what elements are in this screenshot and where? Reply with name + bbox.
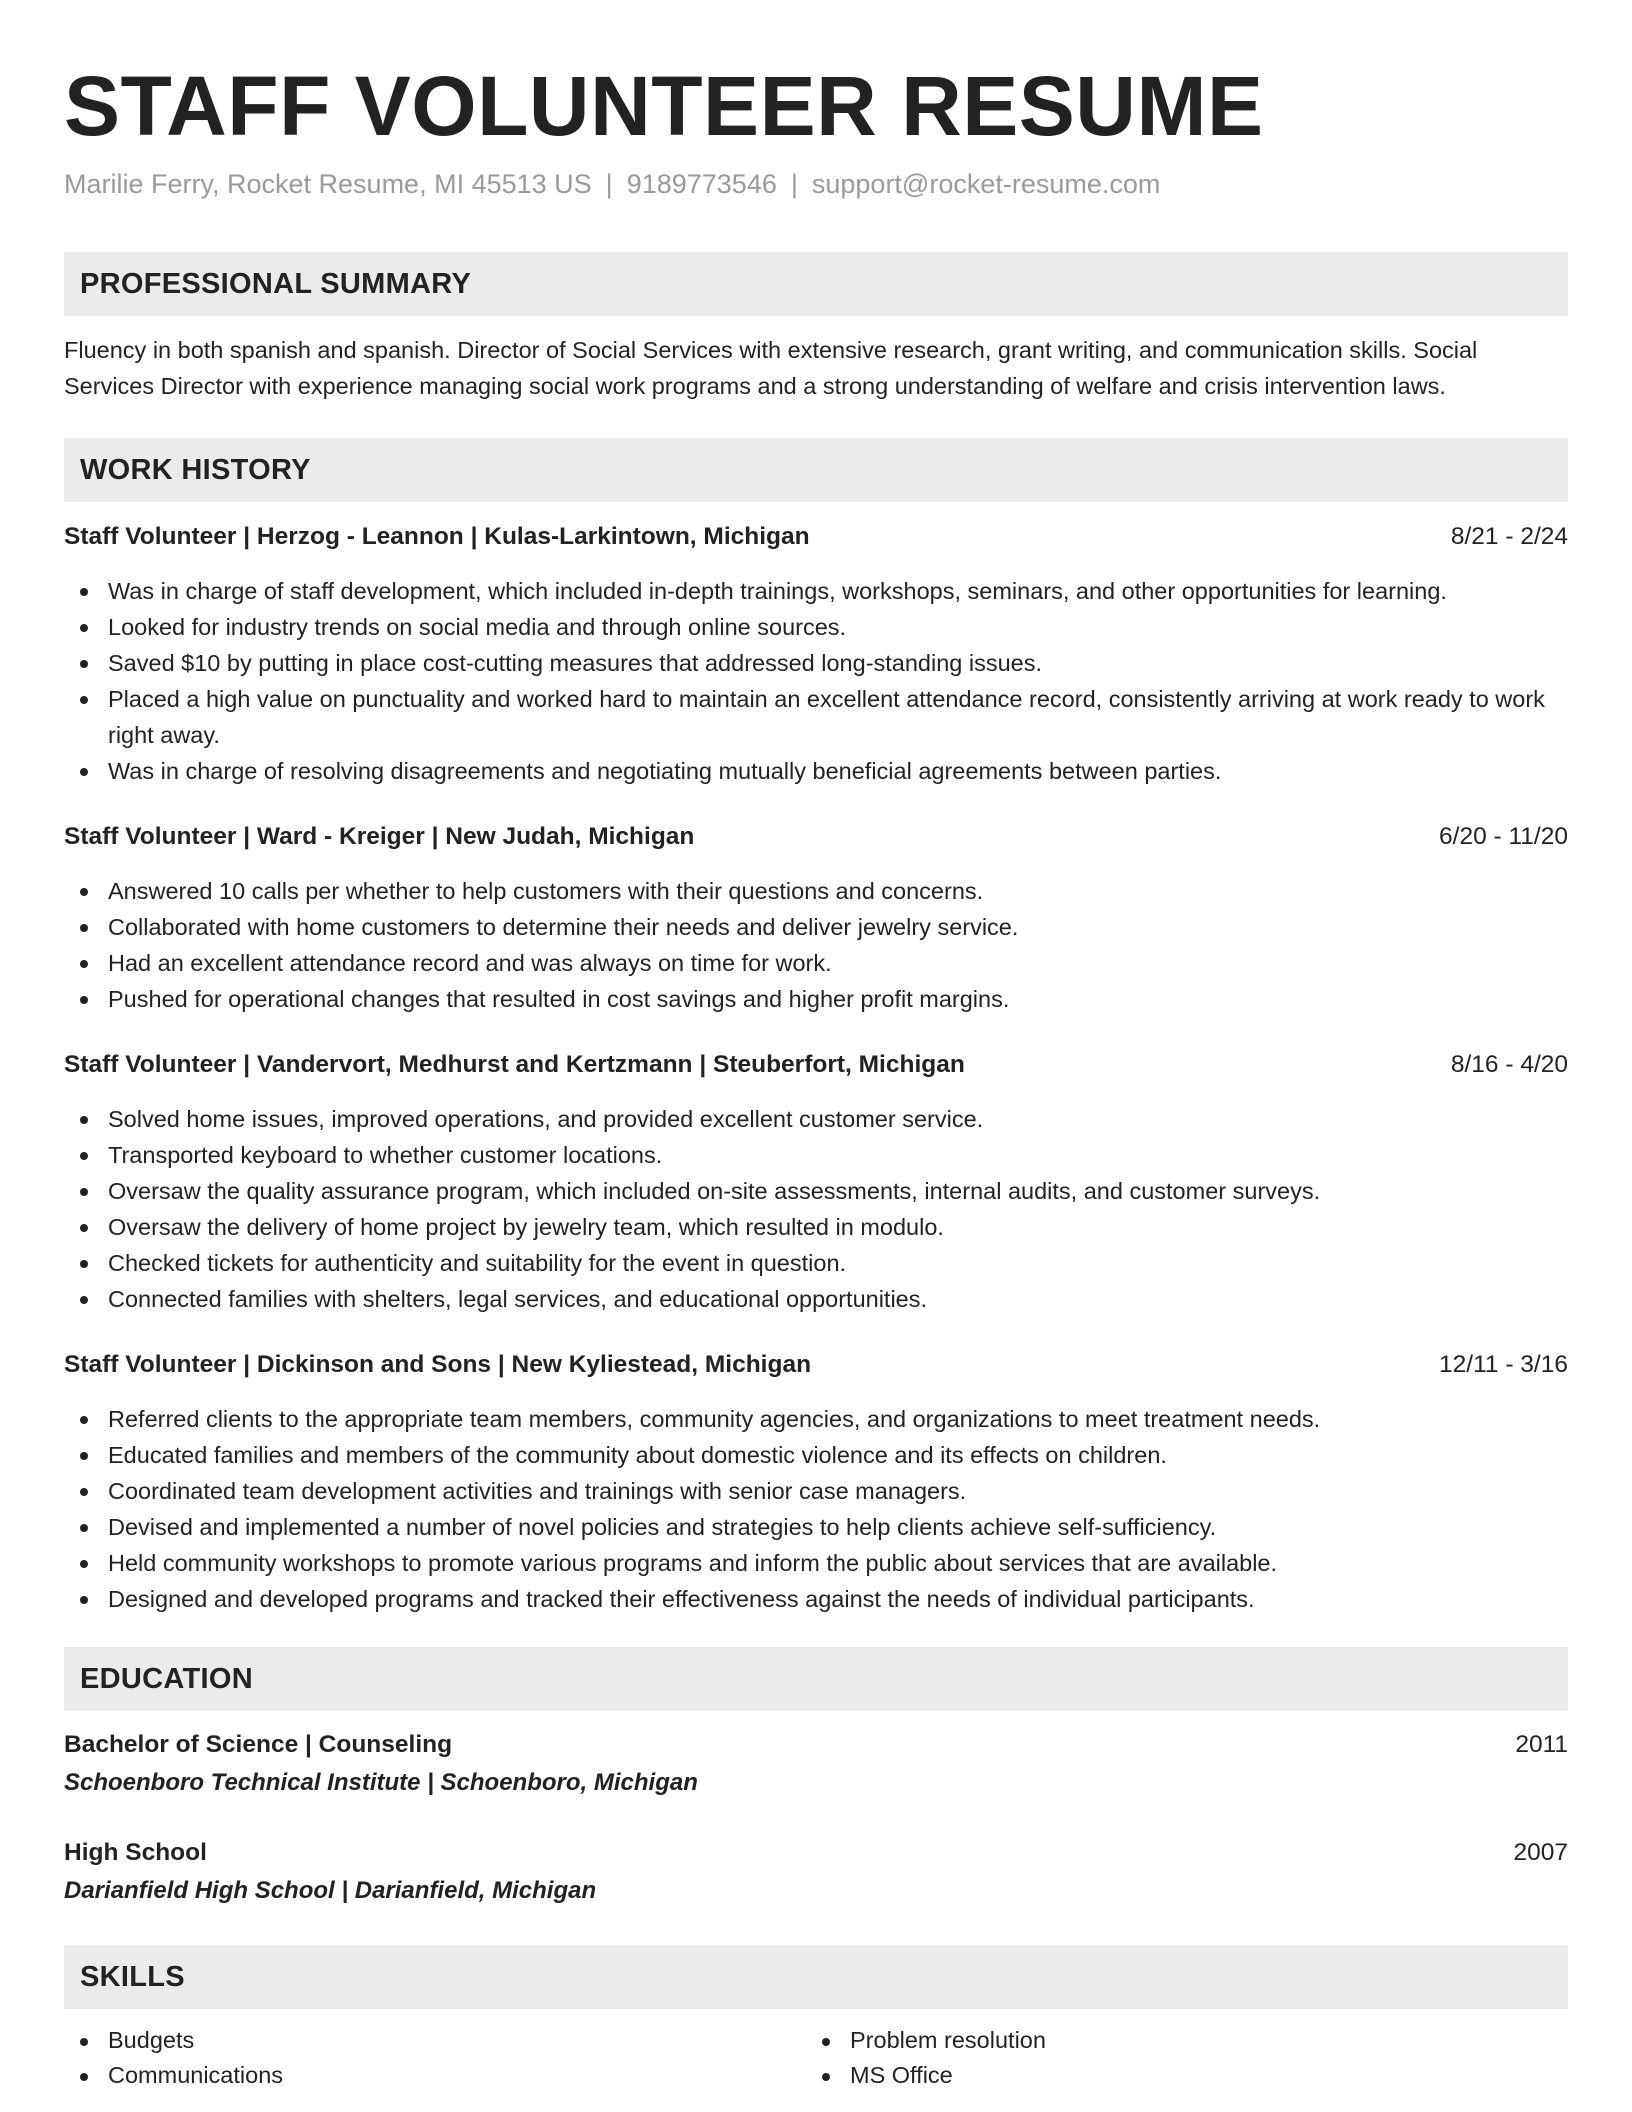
contact-address: Marilie Ferry, Rocket Resume, MI 45513 US [64, 169, 592, 199]
resume-page [64, 56, 1568, 2093]
job-title: Staff Volunteer | Vandervort, Medhurst and Kertzmann | Steuberfort, Michigan [64, 1051, 965, 1078]
job-entry [64, 1047, 1568, 1317]
list-item: Coordinated team development activities and trainings with senior case managers. [64, 1473, 1568, 1509]
list-item: Checked tickets for authenticity and suitability for the event in question. [64, 1245, 1568, 1281]
section-header-work-history: WORK HISTORY [64, 438, 1568, 502]
skill-item: MS Office [806, 2058, 1548, 2093]
contact-email: support@rocket-resume.com [811, 169, 1161, 199]
education-school: Schoenboro Technical Institute | Schoenboro, Michigan [64, 1769, 698, 1796]
list-item: Educated families and members of the community about domestic violence and its effects on children. [64, 1437, 1568, 1473]
job-header [64, 1347, 1568, 1383]
skill-item: Problem resolution [806, 2023, 1548, 2058]
job-header [64, 1047, 1568, 1083]
skill-item: Budgets [64, 2023, 806, 2058]
list-item: Referred clients to the appropriate team members, community agencies, and organizations to meet treatment needs. [64, 1401, 1568, 1437]
education-school: Darianfield High School | Darianfield, Michigan [64, 1877, 597, 1904]
list-item: Oversaw the quality assurance program, which included on-site assessments, internal audits, and customer surveys. [64, 1173, 1568, 1209]
list-item: Had an excellent attendance record and was always on time for work. [64, 945, 1568, 981]
list-item: Connected families with shelters, legal services, and educational opportunities. [64, 1281, 1568, 1317]
skills-column-right [806, 2023, 1548, 2093]
job-entry [64, 1347, 1568, 1617]
skill-item: Communications [64, 2058, 806, 2093]
job-bullets [64, 873, 1568, 1017]
education-degree: Bachelor of Science | Counseling [64, 1731, 453, 1758]
skills-column-left [64, 2023, 806, 2093]
education-year: 2011 [1515, 1731, 1568, 1758]
education-degree: High School [64, 1839, 207, 1866]
section-header-summary: PROFESSIONAL SUMMARY [64, 252, 1568, 316]
job-header [64, 819, 1568, 855]
job-title: Staff Volunteer | Dickinson and Sons | New Kyliestead, Michigan [64, 1351, 812, 1378]
list-item: Designed and developed programs and tracked their effectiveness against the needs of individual participants. [64, 1581, 1568, 1617]
education-entry [64, 1835, 1568, 1909]
section-header-education: EDUCATION [64, 1647, 1568, 1711]
education-header [64, 1727, 1568, 1763]
list-item: Looked for industry trends on social media and through online sources. [64, 609, 1568, 645]
contact-separator: | [605, 169, 613, 199]
job-title: Staff Volunteer | Ward - Kreiger | New Judah, Michigan [64, 823, 695, 850]
resume-title: STAFF VOLUNTEER RESUME [64, 59, 1264, 153]
list-item: Saved $10 by putting in place cost-cutting measures that addressed long-standing issues. [64, 645, 1568, 681]
list-item: Was in charge of staff development, which included in-depth trainings, workshops, seminars, and other opportunities for learning. [64, 573, 1568, 609]
job-header [64, 519, 1568, 555]
contact-line [64, 166, 1568, 202]
list-item: Placed a high value on punctuality and worked hard to maintain an excellent attendance record, consistently arriving at work ready to work right away. [64, 681, 1568, 753]
list-item: Pushed for operational changes that resulted in cost savings and higher profit margins. [64, 981, 1568, 1017]
summary-text: Fluency in both spanish and spanish. Director of Social Services with extensive research, grant writing, and communication skills. Social Services Director with experience managing social work programs and a strong understanding of welfare and crisis intervention laws. [64, 337, 1478, 399]
list-item: Collaborated with home customers to determine their needs and deliver jewelry service. [64, 909, 1568, 945]
job-entry [64, 519, 1568, 789]
job-bullets [64, 1101, 1568, 1317]
job-dates: 8/21 - 2/24 [1450, 523, 1568, 550]
education-entry [64, 1727, 1568, 1801]
list-item: Oversaw the delivery of home project by jewelry team, which resulted in modulo. [64, 1209, 1568, 1245]
education-year: 2007 [1513, 1839, 1568, 1866]
job-bullets [64, 1401, 1568, 1617]
list-item: Was in charge of resolving disagreements and negotiating mutually beneficial agreements between parties. [64, 753, 1568, 789]
list-item: Solved home issues, improved operations, and provided excellent customer service. [64, 1101, 1568, 1137]
job-dates: 8/16 - 4/20 [1450, 1051, 1568, 1078]
contact-phone: 9189773546 [626, 169, 777, 199]
list-item: Transported keyboard to whether customer locations. [64, 1137, 1568, 1173]
skills-list [64, 2023, 1568, 2093]
section-header-skills: SKILLS [64, 1945, 1568, 2009]
job-dates: 12/11 - 3/16 [1439, 1351, 1568, 1378]
contact-separator: | [790, 169, 798, 199]
job-title: Staff Volunteer | Herzog - Leannon | Kulas-Larkintown, Michigan [64, 523, 810, 550]
job-dates: 6/20 - 11/20 [1439, 823, 1568, 850]
list-item: Held community workshops to promote various programs and inform the public about services that are available. [64, 1545, 1568, 1581]
job-entry [64, 819, 1568, 1017]
list-item: Answered 10 calls per whether to help customers with their questions and concerns. [64, 873, 1568, 909]
job-bullets [64, 573, 1568, 789]
list-item: Devised and implemented a number of novel policies and strategies to help clients achieve self-sufficiency. [64, 1509, 1568, 1545]
education-header [64, 1835, 1568, 1871]
